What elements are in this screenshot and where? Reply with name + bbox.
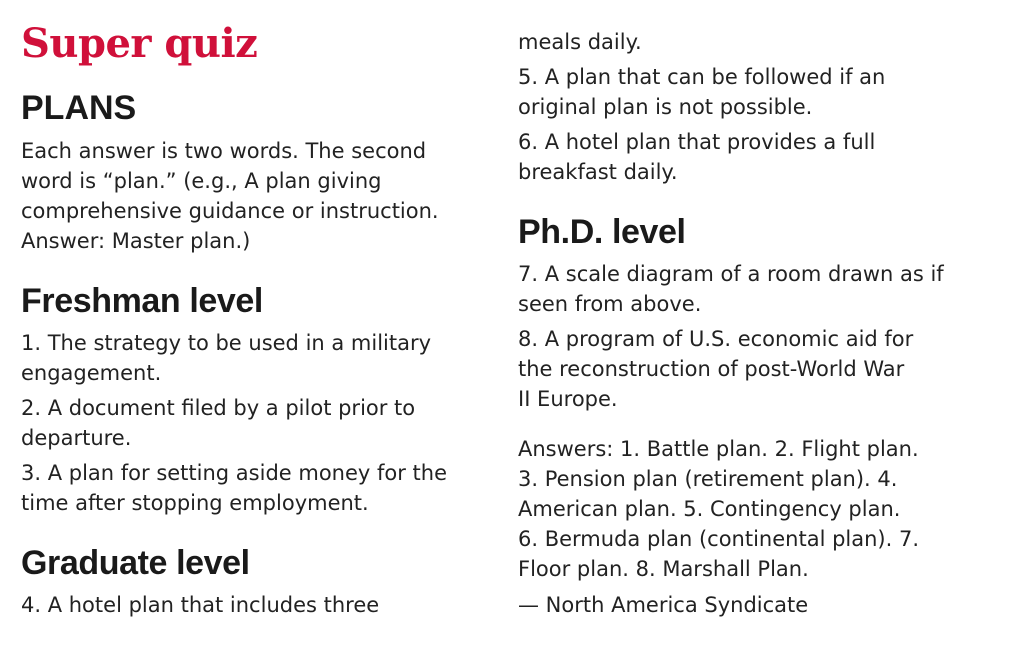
level-heading-graduate: Graduate level: [21, 544, 250, 582]
quiz-topic: PLANS: [21, 89, 137, 127]
question-line: breakfast daily.: [518, 160, 678, 184]
answers-line: Answers: 1. Battle plan. 2. Flight plan.: [518, 437, 919, 461]
question-line: departure.: [21, 426, 132, 450]
question-line: 2. A document filed by a pilot prior to: [21, 396, 416, 420]
answers-line: 6. Bermuda plan (continental plan). 7.: [518, 527, 919, 551]
question-line: time after stopping employment.: [21, 491, 369, 515]
question-line: engagement.: [21, 361, 162, 385]
level-heading-phd: Ph.D. level: [518, 213, 686, 251]
question-line: meals daily.: [518, 30, 642, 54]
question-line: 1. The strategy to be used in a military: [21, 331, 432, 355]
question-line: 8. A program of U.S. economic aid for: [518, 327, 914, 351]
question-line: 6. A hotel plan that provides a full: [518, 130, 876, 154]
syndicate-credit: — North America Syndicate: [518, 593, 809, 617]
instructions-line: comprehensive guidance or instruction.: [21, 199, 439, 223]
instructions-line: Answer: Master plan.): [21, 229, 251, 253]
question-line: 3. A plan for setting aside money for the: [21, 461, 448, 485]
level-heading-freshman: Freshman level: [21, 282, 263, 320]
question-line: original plan is not possible.: [518, 95, 813, 119]
question-line: 4. A hotel plan that includes three: [21, 593, 380, 617]
question-line: seen from above.: [518, 292, 702, 316]
question-line: the reconstruction of post-World War: [518, 357, 905, 381]
instructions-line: Each answer is two words. The second: [21, 139, 427, 163]
answers-line: 3. Pension plan (retirement plan). 4.: [518, 467, 898, 491]
quiz-brand-title: Super quiz: [21, 20, 258, 67]
answers-line: Floor plan. 8. Marshall Plan.: [518, 557, 809, 581]
question-line: 7. A scale diagram of a room drawn as if: [518, 262, 944, 286]
answers-line: American plan. 5. Contingency plan.: [518, 497, 901, 521]
instructions-line: word is “plan.” (e.g., A plan giving: [21, 169, 382, 193]
question-line: II Europe.: [518, 387, 618, 411]
question-line: 5. A plan that can be followed if an: [518, 65, 886, 89]
